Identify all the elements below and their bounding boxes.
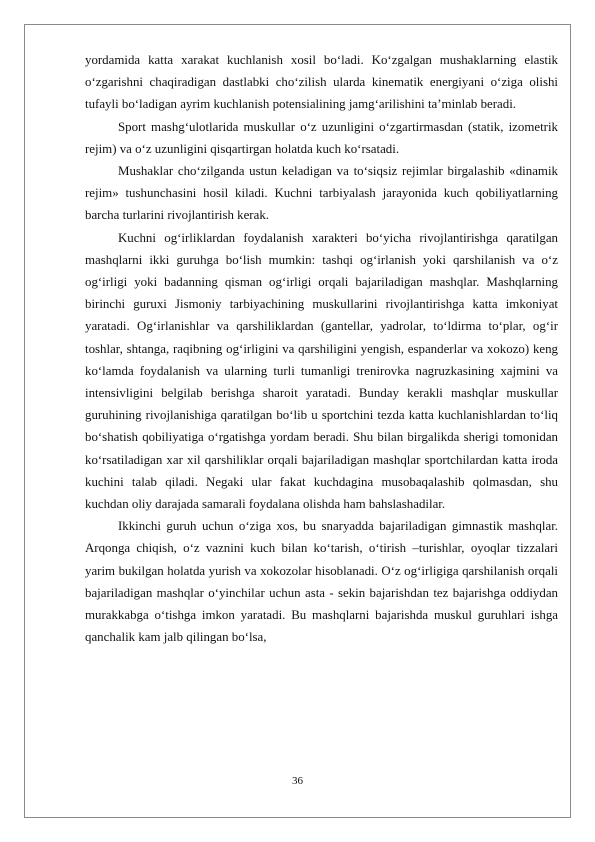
paragraph-4: Kuchni og‘irliklardan foydalanish xarakteri bo‘yicha rivojlantirishga qaratilgan mashqlarni ikki guruhga bo‘lish mumkin: tashqi og‘irlanish yoki qarshilanish va o‘z og‘irligi yoki badanning qisman og‘irligi orqali bajariladigan mashqlar. Mashqlarning birinchi guruxi Jismoniy tarbiyachining muskullarini rivojlantirishga katta imkoniyat yaratadi. Og‘irlanishlar va qarshiliklardan (gantellar, yadrolar, to‘ldirma to‘plar, og‘ir toshlar, shtanga, raqibning og‘irligini va qarshiligini yengish, espanderlar va xokozo) keng ko‘lamda foydalanish va ularning turli tumanligi trenirovka nagruzkasining xajmini va intensivligini belgilab berishga sharoit yaratadi. Bunday kerakli mashqlar muskullar guruhining rivojlanishiga qaratilgan bo‘lib u sportchini tezda katta kuchlanishlardan to‘liq bo‘shatish qobiliyatiga o‘rgatishga yordam beradi. Shu bilan birgalikda sherigi tomonidan ko‘rsatiladigan xar xil qarshiliklar orqali bajariladigan mashqlar sportchilardan katta iroda kuchini talab qiladi. Negaki ular fakat kuchdagina musobaqalashib qolmasdan, shu kuchdan oliy darajada samarali foydalana olishda ham bahslashadilar. xyxy=(85,230,558,512)
paragraph-1: yordamida katta xarakat kuchlanish xosil bo‘ladi. Ko‘zgalgan mushaklarning elastik o‘zgarishni chaqiradigan dastlabki cho‘zilish ularda kinematik energiyani o‘ziga olishi tufayli bo‘ladigan ayrim kuchlanish potensialining jamg‘arilishini ta’minlab beradi. xyxy=(85,53,558,112)
document-body xyxy=(85,49,558,648)
paragraph-5: Ikkinchi guruh uchun o‘ziga xos, bu snaryadda bajariladigan gimnastik mashqlar. Arqonga chiqish, o‘z vaznini kuch bilan ko‘tarish, o‘tirish –turishlar, oyoqlar tizzalari yarim bukilgan holatda yurish va xokozolar hisoblanadi. O‘z og‘irligiga qarshilanish orqali bajariladigan mashqlar o‘yinchilar uchun asta - sekin bajarishdan tez bajarishga oddiydan murakkabga o‘tishga imkon yaratadi. Bu mashqlarni bajarishda muskul guruhlari ishga qanchalik kam jalb qilingan bo‘lsa, xyxy=(85,519,558,645)
paragraph-3: Mushaklar cho‘zilganda ustun keladigan va to‘siqsiz rejimlar birgalashib «dinamik rejim» tushunchasini hosil kiladi. Kuchni tarbiyalash jarayonida kuch qobiliyatlarning barcha turlarini rivojlantirish kerak. xyxy=(85,164,558,223)
paragraph-2: Sport mashg‘ulotlarida muskullar o‘z uzunligini o‘zgartirmasdan (statik, izometrik rejim) va o‘z uzunligini qisqartirgan holatda kuch ko‘rsatadi. xyxy=(85,119,558,156)
page-number: 36 xyxy=(292,775,303,787)
